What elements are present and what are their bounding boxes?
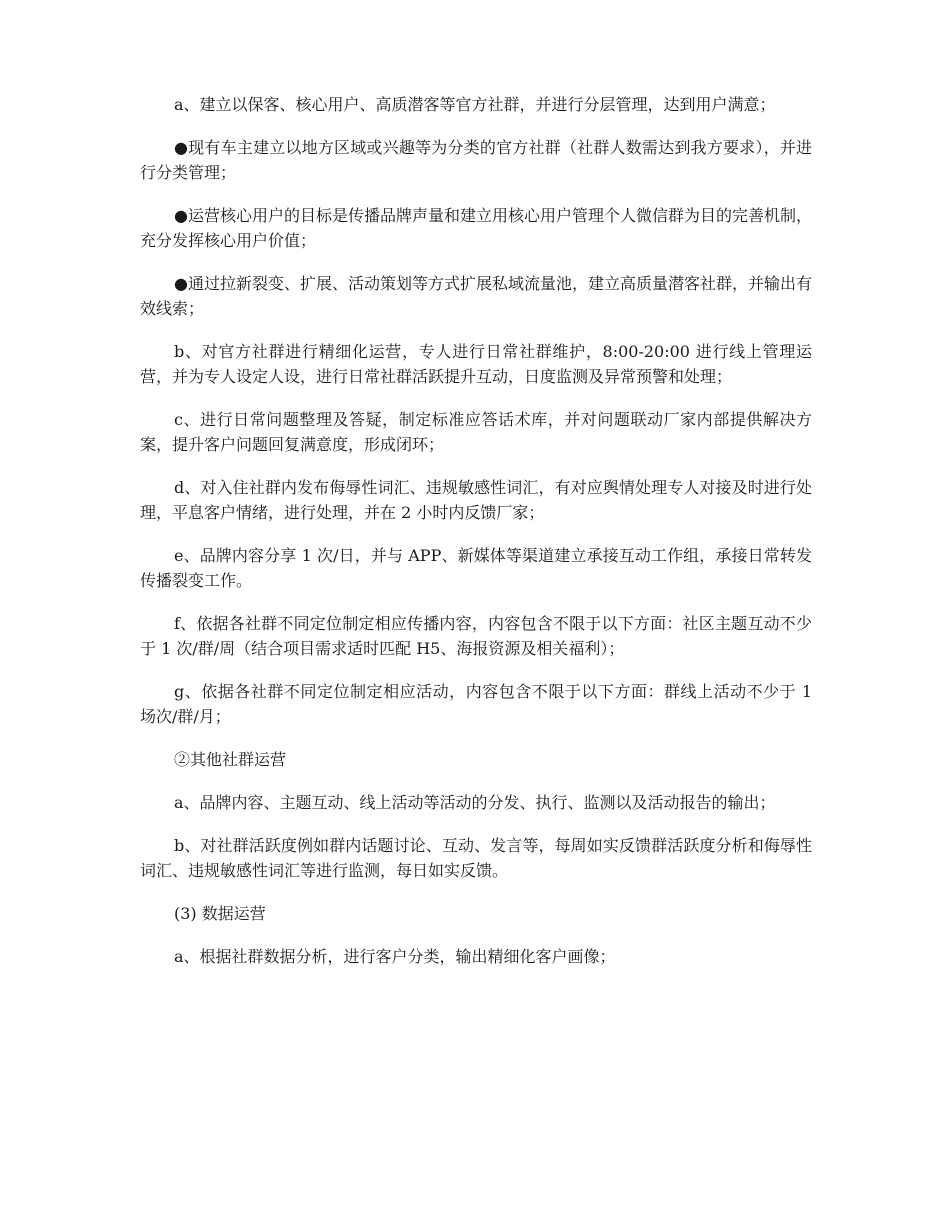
paragraph-e-brand-content: e、品牌内容分享 1 次/日，并与 APP、新媒体等渠道建立承接互动工作组，承接日常转发传播裂变工作。 (140, 546, 812, 590)
paragraph-g-activities: g、依据各社群不同定位制定相应活动，内容包含不限于以下方面：群线上活动不少于 1 场次/群/月； (140, 682, 812, 726)
paragraph-f-communication-content: f、依据各社群不同定位制定相应传播内容，内容包含不限于以下方面：社区主题互动不少于 1 次/群/周（结合项目需求适时匹配 H5、海报资源及相关福利）； (140, 614, 812, 658)
bullet-existing-owners: ●现有车主建立以地方区域或兴趣等为分类的官方社群（社群人数需达到我方要求），并进行分类管理； (140, 138, 812, 182)
bullet-private-traffic: ●通过拉新裂变、扩展、活动策划等方式扩展私域流量池，建立高质量潜客社群，并输出有效线索； (140, 274, 812, 318)
paragraph-a-distribution: a、品牌内容、主题互动、线上活动等活动的分发、执行、监测以及活动报告的输出； (174, 793, 776, 812)
paragraph-d-sensitive-words: d、对入住社群内发布侮辱性词汇、违规敏感性词汇，有对应舆情处理专人对接及时进行处理，平息客户情绪，进行处理，并在 2 小时内反馈厂家； (140, 478, 812, 522)
document-body (140, 92, 812, 987)
paragraph-b-refined-operation: b、对官方社群进行精细化运营，专人进行日常社群维护，8:00-20:00 进行线上管理运营，并为专人设定人设，进行日常社群活跃提升互动，日度监测及异常预警和处理； (140, 342, 812, 386)
bullet-core-users: ●运营核心用户的目标是传播品牌声量和建立用核心用户管理个人微信群为目的完善机制，充分发挥核心用户价值； (140, 206, 812, 250)
paragraph-a-official-community: a、建立以保客、核心用户、高质潜客等官方社群，并进行分层管理，达到用户满意； (174, 95, 776, 114)
paragraph-b-activity-monitoring: b、对社群活跃度例如群内话题讨论、互动、发言等，每周如实反馈群活跃度分析和侮辱性词汇、违规敏感性词汇等进行监测，每日如实反馈。 (140, 836, 812, 880)
section-heading-data-operation: (3) 数据运营 (174, 904, 266, 923)
paragraph-c-qa: c、进行日常问题整理及答疑，制定标准应答话术库，并对问题联动厂家内部提供解决方案，提升客户问题回复满意度，形成闭环； (140, 410, 812, 454)
paragraph-a-customer-profile: a、根据社群数据分析，进行客户分类，输出精细化客户画像； (174, 947, 616, 966)
section-heading-other-communities: ②其他社群运营 (174, 750, 287, 769)
